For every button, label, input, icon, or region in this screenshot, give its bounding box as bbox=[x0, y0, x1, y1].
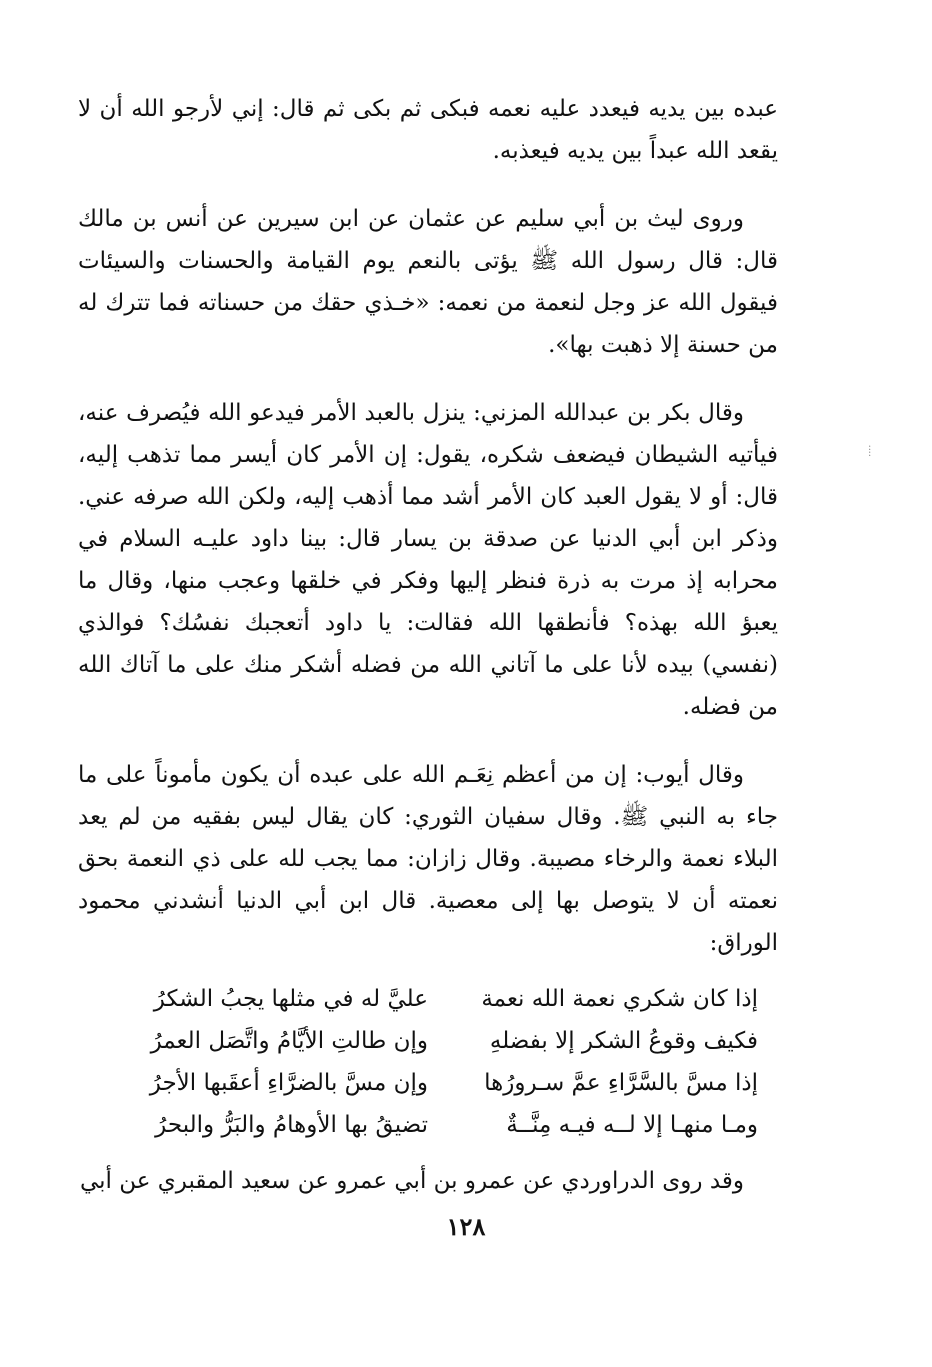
paragraph-4: وقال أيوب: إن من أعظم نِعَـم الله على عبده أن يكون مأموناً على ما جاء به النبي ﷺ. وقال سفيان الثوري: كان يقال ليس بفقيه من لم يعد البلاء نعمة والرخاء مصيبة. وقال زازان: مما يجب لله على ذي النعمة بحق نعمته أن لا يتوصل بها إلى معصية. قال ابن أبي الدنيا أنشدني محمود الوراق: bbox=[78, 762, 778, 956]
poem-verse bbox=[78, 1062, 778, 1104]
closing-paragraph: وقد روى الدراوردي عن عمرو بن أبي عمرو عن سعيد المقبري عن أبي bbox=[79, 1168, 744, 1194]
poem-verse bbox=[78, 1020, 778, 1062]
poem-verse bbox=[78, 978, 778, 1020]
verse-first-hemistich: فكيف وقوعُ الشكر إلا بفضلهِ bbox=[489, 1028, 758, 1054]
paragraph-2: وروى ليث بن أبي سليم عن عثمان عن ابن سيرين عن أنس بن مالك قال: قال رسول الله ﷺ يؤتى بالنعم يوم القيامة والحسنات والسيئات فيقول الله عز وجل لنعمة من نعمه: «خـذي حقك من حسناته فما تترك له من حسنة إلا ذهبت بها». bbox=[78, 206, 778, 358]
verse-first-hemistich: إذا مسَّ بالسَّرَّاءِ عمَّ سـرورُها bbox=[484, 1070, 758, 1096]
verse-second-hemistich: تضيقُ بها الأوهامُ والبَرُّ والبحرُ bbox=[155, 1112, 428, 1138]
paragraph-1: عبده بين يديه فيعدد عليه نعمه فبكى ثم بكى ثم قال: إني لأرجو الله أن لا يقعد الله عبداً بين يديه فيعذبه. bbox=[78, 96, 778, 164]
verse-first-hemistich: إذا كان شكري نعمة الله نعمة bbox=[481, 986, 758, 1012]
page-body bbox=[78, 88, 778, 1202]
page-number: ١٢٨ bbox=[446, 1212, 486, 1241]
verse-second-hemistich: وإن طالتِ الأيَّامُ واتَّصَل العمرُ bbox=[150, 1028, 428, 1054]
margin-dots: : : bbox=[868, 442, 875, 459]
verse-second-hemistich: عليَّ له في مثلها يجبُ الشكرُ bbox=[153, 986, 428, 1012]
paragraph-3: وقال بكر بن عبدالله المزني: ينزل بالعبد الأمر فيدعو الله فيُصرف عنه، فيأتيه الشيطان فيضعف شكره، يقول: إن الأمر كان أيسر مما تذهب إليه، قال: أو لا يقول العبد كان الأمر أشد مما أذهب إليه، ولكن الله صرفه عني. وذكر ابن أبي الدنيا عن صدقة بن يسار قال: بينا داود عليـه السلام في محرابه إذ مرت به ذرة فنظر إليها وفكر في خلقها وعجب منها، وقال ما يعبؤ الله بهذه؟ فأنطقها الله فقالت: يا داود أتعجبك نفسُك؟ فوالذي (نفسي) بيده لأنا على ما آتاني الله من فضله أشكر منك على ما آتاك الله من فضله. bbox=[78, 400, 778, 720]
verse-first-hemistich: ومـا منهـا إلا لــه فيـه مِنَّــةٌ bbox=[506, 1112, 758, 1138]
verse-second-hemistich: وإن مسَّ بالضرَّاءِ أعقَبها الأجرُ bbox=[149, 1070, 428, 1096]
poem bbox=[78, 978, 778, 1146]
poem-verse bbox=[78, 1104, 778, 1146]
